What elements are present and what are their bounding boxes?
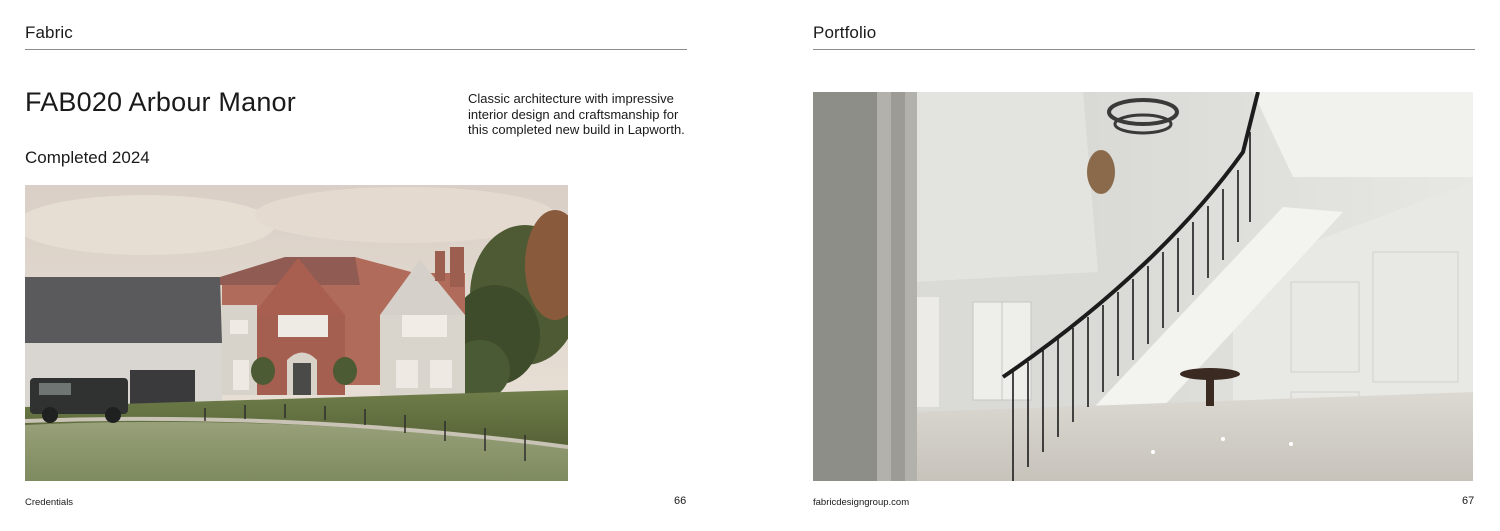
house-exterior-photo (25, 185, 568, 481)
footer-label: Credentials (25, 497, 74, 508)
section-title: Fabric (25, 23, 73, 42)
header-rule (25, 49, 687, 50)
completion-year: Completed 2024 (25, 148, 150, 167)
header-rule (813, 49, 1475, 50)
right-page (750, 0, 1500, 531)
page-number: 66 (674, 495, 687, 507)
project-description: Classic architecture with impressive interior design and craftsmanship for this completed new build in Lapworth. (468, 91, 685, 137)
project-title: FAB020 Arbour Manor (25, 87, 296, 117)
section-title: Portfolio (813, 23, 877, 42)
footer-url: fabricdesigngroup.com (813, 497, 910, 508)
page-number: 67 (1462, 495, 1475, 507)
stair-hall-photo (813, 92, 1473, 481)
